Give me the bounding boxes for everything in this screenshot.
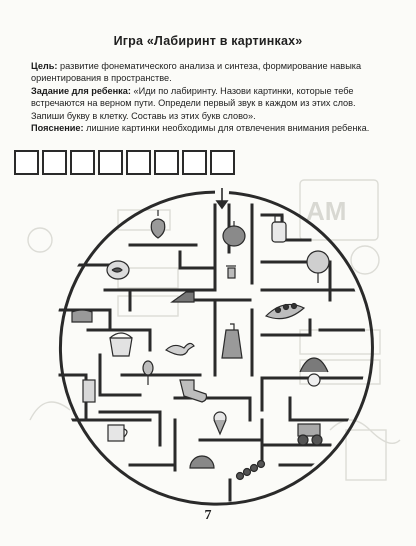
note-label: Пояснение: — [31, 123, 84, 133]
bucket-icon — [110, 333, 132, 356]
balloon-icon — [143, 361, 153, 385]
pea-pod-icon — [266, 304, 304, 319]
tractor-icon — [298, 424, 322, 445]
spray-bottle-icon — [226, 266, 236, 278]
page-title: Игра «Лабиринт в картинках» — [113, 34, 303, 48]
maze-walls — [60, 205, 370, 500]
apron-icon — [72, 310, 92, 322]
fishbowl-icon — [107, 261, 129, 279]
duck-icon — [166, 343, 194, 355]
watermelon-icon — [190, 456, 214, 468]
tree-icon — [307, 251, 329, 283]
bleed-through-letters: АМ — [306, 196, 347, 226]
chief-headdress-icon — [300, 358, 328, 386]
pumpkin-icon — [223, 221, 245, 246]
mug-icon — [108, 425, 127, 441]
milk-can-icon — [272, 216, 286, 242]
iron-icon — [172, 292, 194, 302]
note-text: лишние картинки необходимы для отвлечения внимания ребенка. — [86, 123, 370, 133]
goal-label: Цель: — [31, 61, 58, 71]
grater-icon — [222, 324, 242, 358]
pepper-icon — [151, 210, 165, 238]
goal-text: развитие фонематического анализа и синтеза, формирование навыка ориентирования в пространстве. — [31, 61, 362, 84]
task-label: Задание для ребенка: — [31, 86, 131, 96]
page-number: 7 — [204, 508, 212, 523]
start-arrow-icon — [217, 188, 227, 208]
ice-cream-icon — [214, 412, 226, 434]
task-text: «Иди по лабиринту. Назови картинки, которые тебе встречаются на верном пути. Определи первый звук в каждом из этих слов. Запиши букву в клетку. Составь из этих букв слово». — [31, 86, 356, 121]
caterpillar-icon — [237, 461, 265, 480]
jar-icon — [83, 380, 95, 402]
